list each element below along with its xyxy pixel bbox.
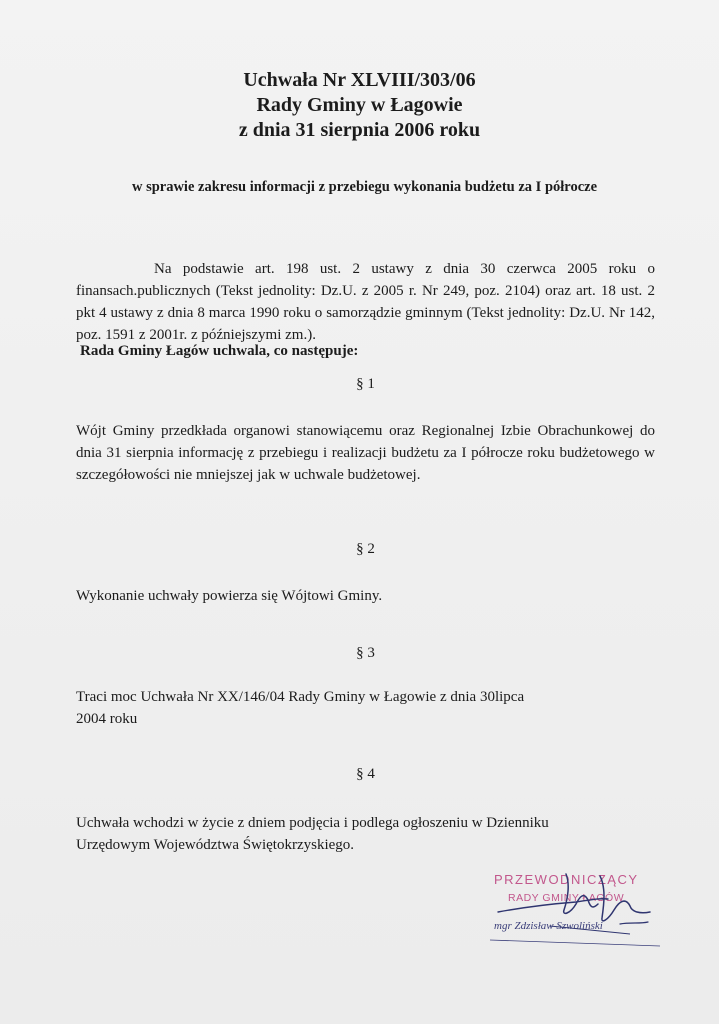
section-4-text-line2: Urzędowym Województwa Świętokrzyskiego.: [76, 837, 355, 853]
resolution-subject: w sprawie zakresu informacji z przebiegu wykonania budżetu za I półrocze: [131, 179, 598, 195]
section-2-text: Wykonanie uchwały powierza się Wójtowi Gminy.: [76, 588, 383, 604]
section-mark-3: § 3: [356, 645, 375, 661]
title-line-number: Uchwała Nr XLVIII/303/06: [243, 69, 476, 91]
resolution-title: [0, 68, 719, 143]
section-3-text-line1: Traci moc Uchwała Nr XX/146/04 Rady Gminy w Łagowie z dnia 30lipca: [76, 689, 525, 705]
section-1-text: Wójt Gminy przedkłada organowi stanowiącemu oraz Regionalnej Izbie Obrachunkowej do dnia 31 sierpnia informację z przebiegu i realizacji budżetu za I półrocze roku budżetowego w szczegółowości nie mniejszej jak w uchwale budżetowej.: [76, 423, 655, 483]
stamp-title: PRZEWODNICZĄCY: [494, 872, 639, 887]
section-mark-1: § 1: [356, 376, 375, 392]
title-line-date: z dnia 31 sierpnia 2006 roku: [238, 119, 481, 141]
legal-basis-text: Na podstawie art. 198 ust. 2 ustawy z dnia 30 czerwca 2005 roku o finansach.publicznych (Tekst jednolity: Dz.U. z 2005 r. Nr 249, poz. 2104) oraz art. 18 ust. 2 pkt 4 ustawy z dnia 8 marca 1990 roku o samorządzie gminnym (Tekst jednolity: Dz.U. Nr 142, poz. 1591 z 2001r. z późniejszymi zm.).: [76, 261, 655, 343]
section-3-text-line2: 2004 roku: [76, 711, 138, 727]
handwritten-signature: [480, 864, 670, 954]
decision-statement: Rada Gminy Łagów uchwala, co następuje:: [80, 343, 359, 359]
section-mark-4: § 4: [356, 766, 375, 782]
section-4-text-line1: Uchwała wchodzi w życie z dniem podjęcia i podlega ogłoszeniu w Dzienniku: [76, 815, 549, 831]
chairman-stamp: [480, 864, 670, 954]
title-line-council: Rady Gminy w Łagowie: [256, 94, 463, 116]
stamp-name: mgr Zdzisław Szwoliński: [494, 920, 603, 932]
legal-basis-paragraph: [76, 258, 655, 346]
stamp-council: RADY GMINY ŁAGÓW: [508, 892, 625, 904]
section-mark-2: § 2: [356, 541, 375, 557]
